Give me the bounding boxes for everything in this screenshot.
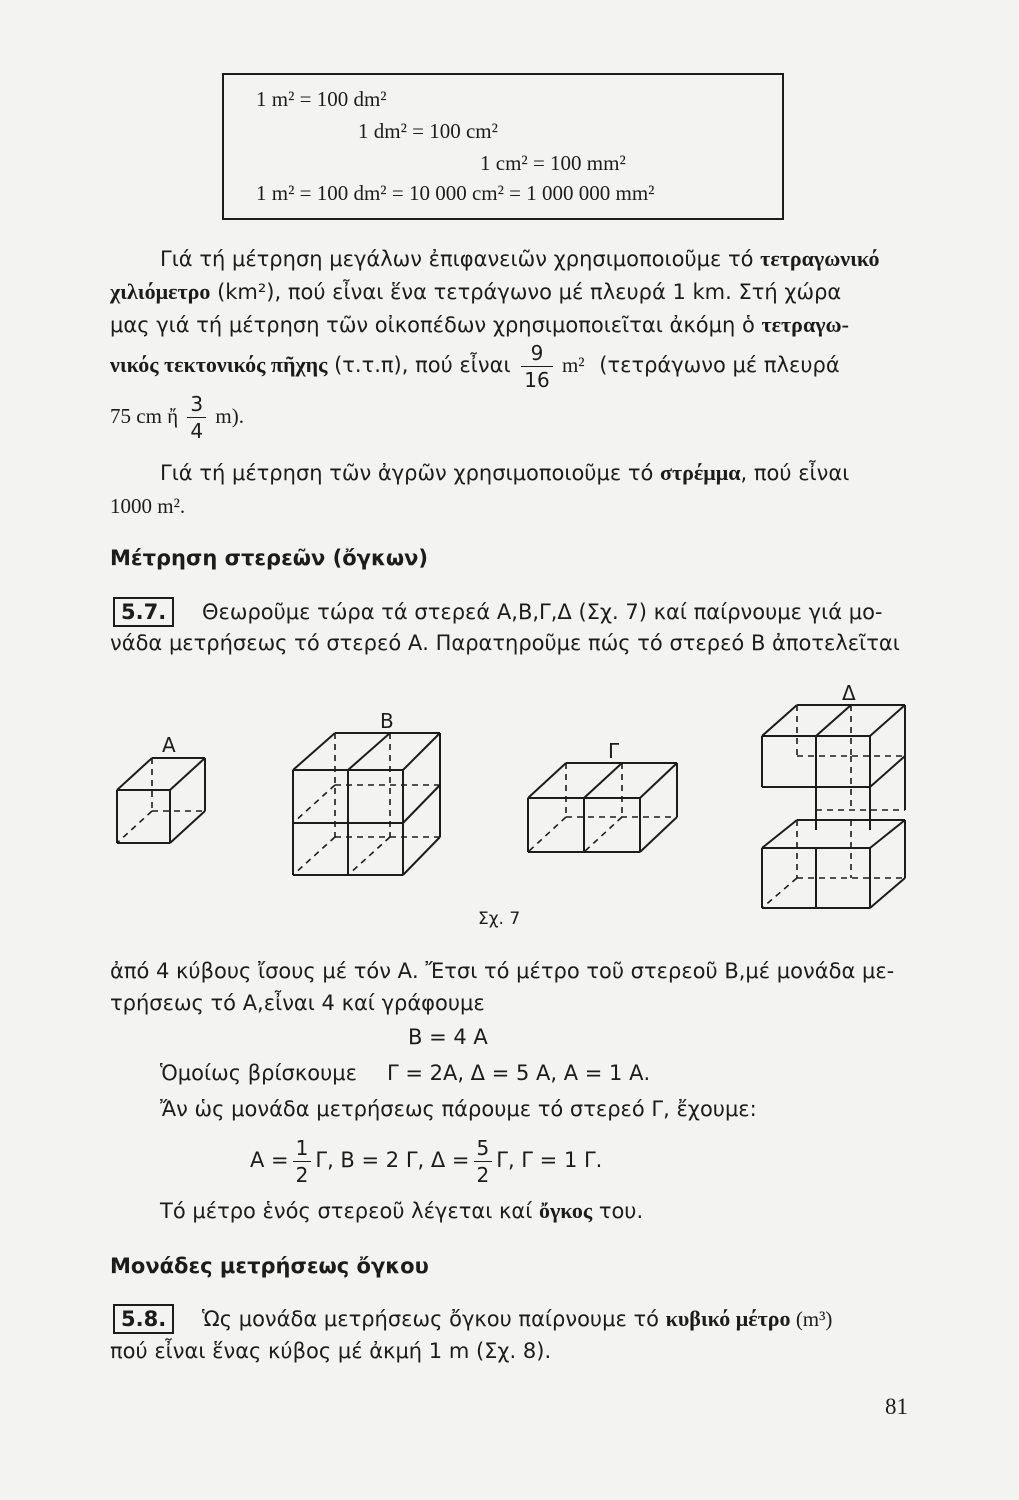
section58-text: (m³) (790, 1307, 833, 1331)
fraction-numerator: 3 (187, 394, 206, 418)
solid-d-block (762, 681, 905, 908)
equation-part: Γ, Β = 2 Γ, Δ = (315, 1148, 470, 1172)
equation-b-4a: Β = 4 Α (408, 1025, 488, 1049)
para2-line1 (160, 458, 849, 488)
bold-term: νικός τεκτονικός πῆχης (110, 352, 328, 377)
equation-in-terms-of-g (250, 1137, 602, 1185)
section-heading-volume-units: Μονάδες μετρήσεως ὄγκου (110, 1254, 429, 1278)
para1-text: (τ.τ.π), πού εἶναι (327, 353, 518, 377)
section-number-5-7: 5.7. (113, 597, 174, 627)
fraction-3-4 (187, 391, 206, 443)
formula-line-2: 1 dm² = 100 cm² (358, 119, 498, 143)
formula-line-4: 1 m² = 100 dm² = 10 000 cm² = 1 000 000 mm² (256, 181, 655, 205)
solid-b-block (293, 709, 440, 875)
para1-text: (km²), πού εἶναι ἕνα τετράγωνο μέ πλευρά 1 km. Στή χώρα (210, 280, 842, 304)
bold-term: χιλιόμετρο (110, 279, 211, 304)
para3-text: Ὁμοίως βρίσκουμε (160, 1061, 357, 1085)
section57-line2: νάδα μετρήσεως τό στερεό Α. Παρατηροῦμε πώς τό στερεό Β ἀποτελεῖται (110, 631, 900, 655)
para3-line1: ἀπό 4 κύβους ἴσους μέ τόν Α. Ἔτσι τό μέτρο τοῦ στερεοῦ Β,μέ μονάδα με- (110, 959, 895, 983)
fraction-1-2 (293, 1135, 312, 1187)
section-heading-solids: Μέτρηση στερεῶν (ὄγκων) (110, 546, 429, 570)
para3-line4: Ἄν ὡς μονάδα μετρήσεως πάρουμε τό στερεό Γ, ἔχουμε: (160, 1097, 757, 1121)
figure-7-solids (100, 680, 920, 930)
para1-text: 75 cm ἤ (110, 404, 184, 428)
para2-line2: 1000 m². (110, 494, 186, 518)
para2-text: Γιά τή μέτρηση τῶν ἀγρῶν χρησιμοποιοῦμε τό (160, 461, 661, 485)
formula-box (222, 73, 784, 220)
para1-text: Γιά τή μέτρηση μεγάλων ἐπιφανειῶν χρησιμοποιοῦμε τό (160, 247, 761, 271)
bold-term: κυβικό μέτρο (665, 1306, 791, 1331)
fraction-denominator: 2 (295, 1162, 309, 1187)
para1-text: μας γιά τή μέτρηση τῶν οἰκοπέδων χρησιμοποιεῖται ἀκόμη ὁ (110, 313, 762, 337)
para1-line1 (160, 244, 880, 274)
label-a: Α (162, 733, 176, 757)
bold-term: τετραγω- (761, 312, 849, 337)
para1-line2 (110, 277, 841, 307)
section58-line1 (202, 1304, 832, 1334)
section-number-5-8: 5.8. (113, 1304, 174, 1334)
para1-line4 (110, 342, 840, 390)
fraction-denominator: 16 (524, 367, 550, 392)
page-number: 81 (885, 1394, 908, 1419)
section58-text: Ὡς μονάδα μετρήσεως ὄγκου παίρνουμε τό (202, 1307, 666, 1331)
fraction-denominator: 2 (476, 1162, 490, 1187)
equation-relations: Γ = 2Α, Δ = 5 Α, Α = 1 Α. (386, 1061, 651, 1085)
equation-part: Γ, Γ = 1 Γ. (496, 1148, 603, 1172)
para3-line2: τρήσεως τό Α,εἶναι 4 καί γράφουμε (110, 991, 485, 1015)
fraction-9-16 (521, 340, 552, 392)
bold-term: τετραγωνικό (760, 246, 880, 271)
unit-text: m² (556, 353, 585, 377)
figure-caption: Σχ. 7 (478, 909, 521, 929)
para1-line5 (110, 393, 244, 441)
para2-text: , πού εἶναι (740, 461, 850, 485)
label-b: Β (380, 709, 394, 733)
label-g: Γ (608, 739, 620, 763)
fraction-5-2 (474, 1135, 493, 1187)
para3-line5 (160, 1196, 643, 1226)
para1-line3 (110, 310, 849, 340)
fraction-numerator: 5 (474, 1138, 493, 1162)
formula-line-1: 1 m² = 100 dm² (256, 87, 387, 111)
solid-g-block (528, 739, 677, 852)
section57-line1: Θεωροῦμε τώρα τά στερεά Α,Β,Γ,Δ (Σχ. 7) καί παίρνουμε γιά μο- (202, 600, 883, 624)
formula-line-3: 1 cm² = 100 mm² (480, 151, 626, 175)
para3-line3 (160, 1058, 650, 1088)
para3-text: του. (592, 1199, 644, 1223)
fraction-numerator: 9 (521, 343, 552, 367)
bold-term: ὄγκος (538, 1198, 593, 1223)
fraction-numerator: 1 (293, 1138, 312, 1162)
equation-part: Α = (250, 1148, 289, 1172)
solid-a-cube (117, 733, 205, 843)
fraction-denominator: 4 (190, 418, 204, 443)
label-d: Δ (842, 681, 856, 705)
section58-line2: πού εἶναι ἕνας κύβος μέ ἀκμή 1 m (Σχ. 8). (110, 1339, 552, 1363)
para3-text: Τό μέτρο ἑνός στερεοῦ λέγεται καί (160, 1199, 539, 1223)
bold-term: στρέμμα (660, 460, 741, 485)
para1-text: (τετράγωνο μέ πλευρά (592, 353, 840, 377)
para1-text: m). (210, 404, 244, 428)
